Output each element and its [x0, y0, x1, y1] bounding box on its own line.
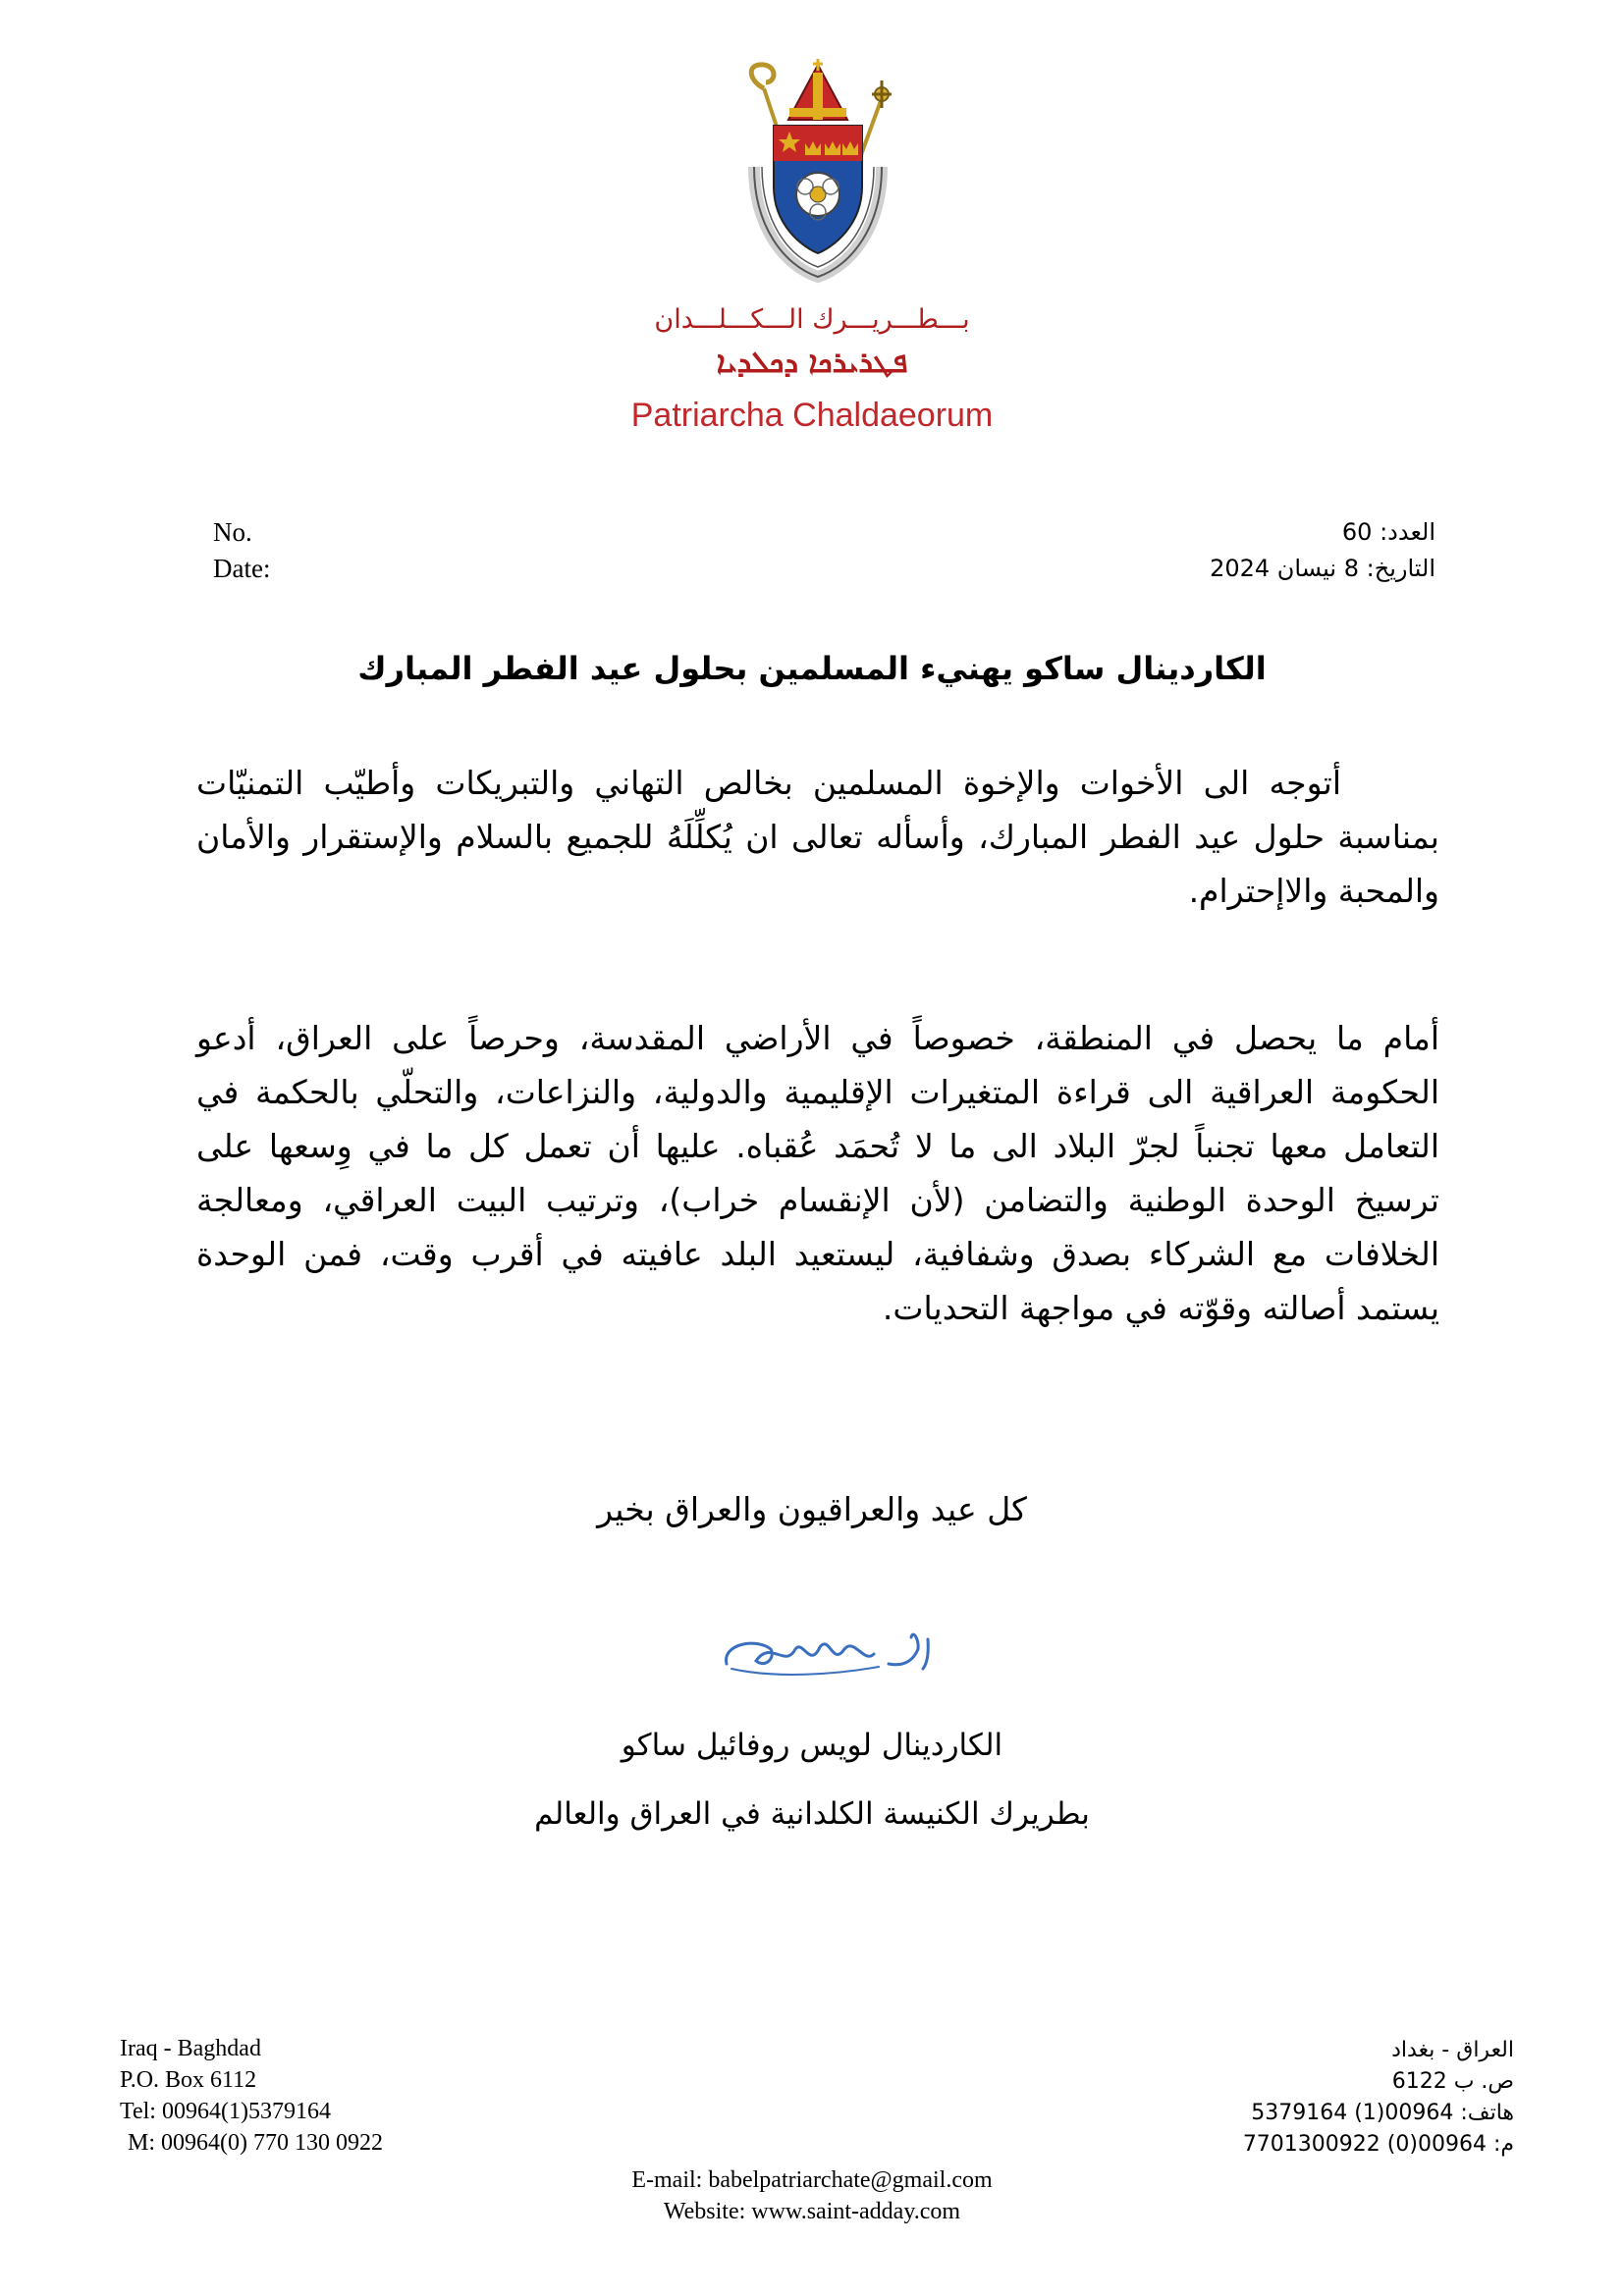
signature-icon [717, 1610, 952, 1688]
footer-tel-en: Tel: 00964(1)5379164 [120, 2099, 331, 2124]
footer-mobile-ar: م: 00964(0) 7701300922 [1242, 2132, 1514, 2157]
body-paragraph-1: أتوجه الى الأخوات والإخوة المسلمين بخالص التهاني والتبريكات وأطيّب التمنيّات بمناسبة حلول عيد الفطر المبارك، وأسأله تعالى ان يُكلِّلَهُ للجميع بالسلام والإستقرار والأمان والمحبة والاإحترام. [196, 764, 1439, 910]
number-arabic: العدد: 60 [1341, 518, 1435, 546]
footer-pobox-ar: ص. ب 6122 [1391, 2069, 1514, 2094]
footer-email[interactable]: E-mail: babelpatriarchate@gmail.com [631, 2167, 993, 2193]
footer-city-ar: العراق - بغداد [1391, 2038, 1514, 2062]
number-label: No. [213, 517, 252, 547]
body-paragraph-2: أمام ما يحصل في المنطقة، خصوصاً في الأراضي المقدسة، وحرصاً على العراق، أدعو الحكومة العراقية الى قراءة المتغيرات الإقليمية والدولية، والنزاعات، والتحلّي بالحكمة في التعامل معها تجنباً لجرّ البلاد الى ما لا تُحمَد عُقباه. عليها أن تعمل كل ما في وِسعها على ترسيخ الوحدة الوطنية والتضامن (لأن الإنقسام خراب)، وترتيب البيت العراقي، ومعالجة الخلافات مع الشركاء بصدق وشفافية، ليستعيد البلد عافيته في أقرب وقت، فمن الوحدة يستمد أصالته وقوّته في مواجهة التحديات. [196, 1019, 1439, 1327]
coat-of-arms-icon [734, 59, 901, 287]
signatory-name: الكاردينال لويس روفائيل ساكو [621, 1728, 1003, 1763]
footer-mobile-en: M: 00964(0) 770 130 0922 [128, 2130, 383, 2156]
footer-tel-ar: هاتف: 00964(1) 5379164 [1251, 2101, 1514, 2125]
page-title: الكاردينال ساكو يهنيء المسلمين بحلول عيد الفطر المبارك [357, 650, 1267, 687]
letterhead-latin-title: Patriarcha Chaldaeorum [630, 397, 994, 434]
footer-pobox-en: P.O. Box 6112 [120, 2067, 257, 2093]
date-label: Date: [213, 554, 271, 583]
closing-greeting: كل عيد والعراقيون والعراق بخير [597, 1490, 1027, 1528]
footer-website[interactable]: Website: www.saint-adday.com [663, 2199, 961, 2224]
letterhead-syriac-title: ܦܛܪܝܪܟܐ ܕܟܠܕܝܐ [716, 346, 908, 380]
letterhead-arabic-title: بـــطـــريـــرك الـــكـــلـــدان [654, 304, 970, 335]
footer-city-en: Iraq - Baghdad [120, 2036, 261, 2061]
date-arabic: التاريخ: 8 نيسان 2024 [1210, 555, 1435, 582]
signatory-title: بطريرك الكنيسة الكلدانية في العراق والعالم [534, 1796, 1090, 1832]
